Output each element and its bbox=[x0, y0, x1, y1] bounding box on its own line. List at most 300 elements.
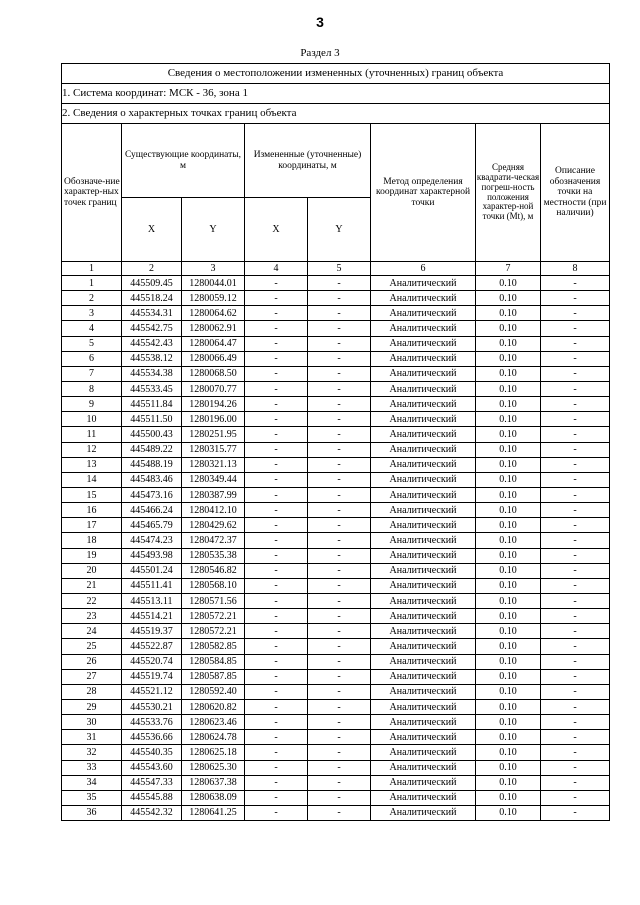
existing-y-cell: 1280194.26 bbox=[182, 397, 245, 412]
changed-y-cell: - bbox=[308, 609, 371, 624]
description-cell: - bbox=[541, 503, 610, 518]
error-cell: 0.10 bbox=[476, 397, 541, 412]
description-cell: - bbox=[541, 730, 610, 745]
method-cell: Аналитический bbox=[371, 699, 476, 714]
existing-x-cell: 445533.76 bbox=[122, 715, 182, 730]
existing-y-cell: 1280068.50 bbox=[182, 366, 245, 381]
error-cell: 0.10 bbox=[476, 684, 541, 699]
changed-x-cell: - bbox=[245, 715, 308, 730]
method-cell: Аналитический bbox=[371, 306, 476, 321]
table-row bbox=[62, 306, 610, 321]
existing-y-cell: 1280387.99 bbox=[182, 487, 245, 502]
method-cell: Аналитический bbox=[371, 291, 476, 306]
point-number-cell: 36 bbox=[62, 805, 122, 820]
table-row bbox=[62, 397, 610, 412]
description-cell: - bbox=[541, 699, 610, 714]
existing-x-cell: 445514.21 bbox=[122, 609, 182, 624]
error-cell: 0.10 bbox=[476, 609, 541, 624]
description-cell: - bbox=[541, 639, 610, 654]
description-cell: - bbox=[541, 276, 610, 291]
point-number-cell: 1 bbox=[62, 276, 122, 291]
method-cell: Аналитический bbox=[371, 533, 476, 548]
existing-y-cell: 1280571.56 bbox=[182, 593, 245, 608]
changed-x-cell: - bbox=[245, 578, 308, 593]
description-cell: - bbox=[541, 518, 610, 533]
description-cell: - bbox=[541, 472, 610, 487]
error-cell: 0.10 bbox=[476, 427, 541, 442]
table-row bbox=[62, 503, 610, 518]
changed-y-cell: - bbox=[308, 639, 371, 654]
changed-y-cell: - bbox=[308, 336, 371, 351]
changed-x-cell: - bbox=[245, 336, 308, 351]
existing-y-cell: 1280572.21 bbox=[182, 624, 245, 639]
point-number-cell: 24 bbox=[62, 624, 122, 639]
changed-x-cell: - bbox=[245, 548, 308, 563]
changed-y-cell: - bbox=[308, 805, 371, 820]
header-designation: Обозначе-ние характер-ных точек границ bbox=[62, 124, 122, 262]
description-cell: - bbox=[541, 533, 610, 548]
description-cell: - bbox=[541, 442, 610, 457]
changed-x-cell: - bbox=[245, 760, 308, 775]
column-number: 3 bbox=[182, 262, 245, 276]
header-changed-x: X bbox=[245, 198, 308, 262]
existing-x-cell: 445534.31 bbox=[122, 306, 182, 321]
changed-y-cell: - bbox=[308, 593, 371, 608]
changed-y-cell: - bbox=[308, 578, 371, 593]
method-cell: Аналитический bbox=[371, 548, 476, 563]
existing-x-cell: 445493.98 bbox=[122, 548, 182, 563]
changed-y-cell: - bbox=[308, 654, 371, 669]
description-cell: - bbox=[541, 745, 610, 760]
existing-y-cell: 1280572.21 bbox=[182, 609, 245, 624]
table-row bbox=[62, 563, 610, 578]
point-number-cell: 5 bbox=[62, 336, 122, 351]
changed-y-cell: - bbox=[308, 487, 371, 502]
table-row bbox=[62, 412, 610, 427]
header-description: Описание обозначения точки на местности (при наличии) bbox=[541, 124, 610, 262]
changed-y-cell: - bbox=[308, 760, 371, 775]
column-number: 2 bbox=[122, 262, 182, 276]
changed-y-cell: - bbox=[308, 472, 371, 487]
error-cell: 0.10 bbox=[476, 563, 541, 578]
method-cell: Аналитический bbox=[371, 609, 476, 624]
error-cell: 0.10 bbox=[476, 578, 541, 593]
table-row bbox=[62, 775, 610, 790]
existing-x-cell: 445540.35 bbox=[122, 745, 182, 760]
method-cell: Аналитический bbox=[371, 457, 476, 472]
column-number: 6 bbox=[371, 262, 476, 276]
point-number-cell: 22 bbox=[62, 593, 122, 608]
description-cell: - bbox=[541, 624, 610, 639]
changed-y-cell: - bbox=[308, 366, 371, 381]
existing-y-cell: 1280568.10 bbox=[182, 578, 245, 593]
point-number-cell: 21 bbox=[62, 578, 122, 593]
changed-x-cell: - bbox=[245, 745, 308, 760]
point-number-cell: 3 bbox=[62, 306, 122, 321]
method-cell: Аналитический bbox=[371, 472, 476, 487]
method-cell: Аналитический bbox=[371, 366, 476, 381]
changed-x-cell: - bbox=[245, 487, 308, 502]
point-number-cell: 30 bbox=[62, 715, 122, 730]
existing-x-cell: 445542.32 bbox=[122, 805, 182, 820]
existing-y-cell: 1280582.85 bbox=[182, 639, 245, 654]
table-row bbox=[62, 336, 610, 351]
existing-x-cell: 445511.41 bbox=[122, 578, 182, 593]
table-row bbox=[62, 381, 610, 396]
description-cell: - bbox=[541, 578, 610, 593]
method-cell: Аналитический bbox=[371, 427, 476, 442]
existing-y-cell: 1280625.30 bbox=[182, 760, 245, 775]
table-row bbox=[62, 442, 610, 457]
changed-x-cell: - bbox=[245, 669, 308, 684]
table-row bbox=[62, 457, 610, 472]
point-number-cell: 12 bbox=[62, 442, 122, 457]
method-cell: Аналитический bbox=[371, 745, 476, 760]
method-cell: Аналитический bbox=[371, 563, 476, 578]
changed-x-cell: - bbox=[245, 366, 308, 381]
existing-x-cell: 445483.46 bbox=[122, 472, 182, 487]
description-cell: - bbox=[541, 563, 610, 578]
column-number: 1 bbox=[62, 262, 122, 276]
changed-x-cell: - bbox=[245, 306, 308, 321]
table-row bbox=[62, 624, 610, 639]
description-cell: - bbox=[541, 715, 610, 730]
existing-y-cell: 1280349.44 bbox=[182, 472, 245, 487]
existing-y-cell: 1280251.95 bbox=[182, 427, 245, 442]
error-cell: 0.10 bbox=[476, 321, 541, 336]
method-cell: Аналитический bbox=[371, 442, 476, 457]
point-number-cell: 27 bbox=[62, 669, 122, 684]
changed-x-cell: - bbox=[245, 805, 308, 820]
changed-y-cell: - bbox=[308, 351, 371, 366]
point-number-cell: 32 bbox=[62, 745, 122, 760]
error-cell: 0.10 bbox=[476, 442, 541, 457]
point-number-cell: 29 bbox=[62, 699, 122, 714]
method-cell: Аналитический bbox=[371, 276, 476, 291]
existing-x-cell: 445545.88 bbox=[122, 790, 182, 805]
table-row bbox=[62, 760, 610, 775]
changed-x-cell: - bbox=[245, 412, 308, 427]
changed-y-cell: - bbox=[308, 775, 371, 790]
existing-y-cell: 1280625.18 bbox=[182, 745, 245, 760]
changed-x-cell: - bbox=[245, 593, 308, 608]
error-cell: 0.10 bbox=[476, 533, 541, 548]
point-number-cell: 26 bbox=[62, 654, 122, 669]
description-cell: - bbox=[541, 321, 610, 336]
method-cell: Аналитический bbox=[371, 624, 476, 639]
existing-y-cell: 1280624.78 bbox=[182, 730, 245, 745]
existing-y-cell: 1280044.01 bbox=[182, 276, 245, 291]
point-number-cell: 11 bbox=[62, 427, 122, 442]
table-row bbox=[62, 745, 610, 760]
header-changed-y: Y bbox=[308, 198, 371, 262]
error-cell: 0.10 bbox=[476, 745, 541, 760]
changed-x-cell: - bbox=[245, 790, 308, 805]
header-method: Метод определения координат характерной точки bbox=[371, 124, 476, 262]
changed-x-cell: - bbox=[245, 472, 308, 487]
header-error: Средняя квадрати-ческая погреш-ность положения характер-ной точки (Mt), м bbox=[476, 124, 541, 262]
point-number-cell: 8 bbox=[62, 381, 122, 396]
changed-x-cell: - bbox=[245, 775, 308, 790]
point-number-cell: 10 bbox=[62, 412, 122, 427]
changed-y-cell: - bbox=[308, 381, 371, 396]
point-number-cell: 35 bbox=[62, 790, 122, 805]
table-row bbox=[62, 609, 610, 624]
table-row bbox=[62, 276, 610, 291]
table-row bbox=[62, 715, 610, 730]
description-cell: - bbox=[541, 487, 610, 502]
existing-y-cell: 1280584.85 bbox=[182, 654, 245, 669]
point-number-cell: 23 bbox=[62, 609, 122, 624]
table-row bbox=[62, 427, 610, 442]
existing-x-cell: 445474.23 bbox=[122, 533, 182, 548]
column-number: 7 bbox=[476, 262, 541, 276]
error-cell: 0.10 bbox=[476, 472, 541, 487]
description-cell: - bbox=[541, 291, 610, 306]
error-cell: 0.10 bbox=[476, 593, 541, 608]
column-number-row bbox=[62, 262, 610, 276]
changed-x-cell: - bbox=[245, 654, 308, 669]
changed-x-cell: - bbox=[245, 397, 308, 412]
existing-x-cell: 445542.43 bbox=[122, 336, 182, 351]
description-cell: - bbox=[541, 381, 610, 396]
method-cell: Аналитический bbox=[371, 381, 476, 396]
description-cell: - bbox=[541, 760, 610, 775]
error-cell: 0.10 bbox=[476, 487, 541, 502]
existing-y-cell: 1280637.38 bbox=[182, 775, 245, 790]
changed-x-cell: - bbox=[245, 351, 308, 366]
existing-x-cell: 445547.33 bbox=[122, 775, 182, 790]
method-cell: Аналитический bbox=[371, 397, 476, 412]
existing-y-cell: 1280592.40 bbox=[182, 684, 245, 699]
description-cell: - bbox=[541, 548, 610, 563]
header-existing-y: Y bbox=[182, 198, 245, 262]
table-row bbox=[62, 684, 610, 699]
changed-y-cell: - bbox=[308, 699, 371, 714]
method-cell: Аналитический bbox=[371, 715, 476, 730]
changed-y-cell: - bbox=[308, 790, 371, 805]
changed-x-cell: - bbox=[245, 442, 308, 457]
existing-y-cell: 1280546.82 bbox=[182, 563, 245, 578]
changed-y-cell: - bbox=[308, 321, 371, 336]
description-cell: - bbox=[541, 654, 610, 669]
point-number-cell: 20 bbox=[62, 563, 122, 578]
existing-x-cell: 445534.38 bbox=[122, 366, 182, 381]
existing-y-cell: 1280623.46 bbox=[182, 715, 245, 730]
existing-x-cell: 445511.50 bbox=[122, 412, 182, 427]
error-cell: 0.10 bbox=[476, 336, 541, 351]
existing-x-cell: 445488.19 bbox=[122, 457, 182, 472]
existing-y-cell: 1280641.25 bbox=[182, 805, 245, 820]
error-cell: 0.10 bbox=[476, 276, 541, 291]
existing-y-cell: 1280638.09 bbox=[182, 790, 245, 805]
changed-x-cell: - bbox=[245, 321, 308, 336]
column-number: 8 bbox=[541, 262, 610, 276]
description-cell: - bbox=[541, 684, 610, 699]
changed-x-cell: - bbox=[245, 518, 308, 533]
changed-y-cell: - bbox=[308, 518, 371, 533]
changed-y-cell: - bbox=[308, 442, 371, 457]
error-cell: 0.10 bbox=[476, 291, 541, 306]
changed-y-cell: - bbox=[308, 503, 371, 518]
point-number-cell: 4 bbox=[62, 321, 122, 336]
page-number: 3 bbox=[316, 14, 324, 30]
changed-x-cell: - bbox=[245, 563, 308, 578]
table-title: Сведения о местоположении измененных (уточненных) границ объекта bbox=[62, 64, 610, 84]
changed-y-cell: - bbox=[308, 684, 371, 699]
error-cell: 0.10 bbox=[476, 306, 541, 321]
point-number-cell: 17 bbox=[62, 518, 122, 533]
existing-y-cell: 1280315.77 bbox=[182, 442, 245, 457]
existing-y-cell: 1280064.47 bbox=[182, 336, 245, 351]
description-cell: - bbox=[541, 775, 610, 790]
error-cell: 0.10 bbox=[476, 654, 541, 669]
point-number-cell: 18 bbox=[62, 533, 122, 548]
error-cell: 0.10 bbox=[476, 518, 541, 533]
method-cell: Аналитический bbox=[371, 321, 476, 336]
method-cell: Аналитический bbox=[371, 730, 476, 745]
existing-x-cell: 445530.21 bbox=[122, 699, 182, 714]
changed-y-cell: - bbox=[308, 397, 371, 412]
table-row bbox=[62, 805, 610, 820]
table-row bbox=[62, 593, 610, 608]
existing-y-cell: 1280587.85 bbox=[182, 669, 245, 684]
changed-x-cell: - bbox=[245, 291, 308, 306]
changed-x-cell: - bbox=[245, 457, 308, 472]
method-cell: Аналитический bbox=[371, 639, 476, 654]
column-number: 4 bbox=[245, 262, 308, 276]
existing-x-cell: 445466.24 bbox=[122, 503, 182, 518]
method-cell: Аналитический bbox=[371, 775, 476, 790]
description-cell: - bbox=[541, 805, 610, 820]
error-cell: 0.10 bbox=[476, 366, 541, 381]
point-number-cell: 31 bbox=[62, 730, 122, 745]
changed-y-cell: - bbox=[308, 533, 371, 548]
changed-y-cell: - bbox=[308, 730, 371, 745]
header-existing-x: X bbox=[122, 198, 182, 262]
changed-x-cell: - bbox=[245, 609, 308, 624]
existing-y-cell: 1280066.49 bbox=[182, 351, 245, 366]
existing-x-cell: 445521.12 bbox=[122, 684, 182, 699]
table-row bbox=[62, 291, 610, 306]
description-cell: - bbox=[541, 609, 610, 624]
changed-x-cell: - bbox=[245, 624, 308, 639]
point-number-cell: 33 bbox=[62, 760, 122, 775]
changed-x-cell: - bbox=[245, 427, 308, 442]
existing-x-cell: 445520.74 bbox=[122, 654, 182, 669]
existing-x-cell: 445542.75 bbox=[122, 321, 182, 336]
point-number-cell: 6 bbox=[62, 351, 122, 366]
existing-x-cell: 445501.24 bbox=[122, 563, 182, 578]
changed-y-cell: - bbox=[308, 306, 371, 321]
changed-y-cell: - bbox=[308, 624, 371, 639]
table-row bbox=[62, 487, 610, 502]
existing-x-cell: 445538.12 bbox=[122, 351, 182, 366]
existing-y-cell: 1280062.91 bbox=[182, 321, 245, 336]
table-row bbox=[62, 472, 610, 487]
existing-y-cell: 1280412.10 bbox=[182, 503, 245, 518]
boundary-points-table bbox=[61, 63, 610, 821]
changed-x-cell: - bbox=[245, 684, 308, 699]
method-cell: Аналитический bbox=[371, 518, 476, 533]
existing-y-cell: 1280472.37 bbox=[182, 533, 245, 548]
table-row bbox=[62, 533, 610, 548]
error-cell: 0.10 bbox=[476, 412, 541, 427]
changed-y-cell: - bbox=[308, 715, 371, 730]
table-row bbox=[62, 699, 610, 714]
points-section-heading: 2. Сведения о характерных точках границ объекта bbox=[62, 104, 610, 124]
method-cell: Аналитический bbox=[371, 760, 476, 775]
existing-x-cell: 445533.45 bbox=[122, 381, 182, 396]
existing-x-cell: 445519.74 bbox=[122, 669, 182, 684]
existing-x-cell: 445465.79 bbox=[122, 518, 182, 533]
existing-y-cell: 1280196.00 bbox=[182, 412, 245, 427]
description-cell: - bbox=[541, 397, 610, 412]
header-existing-coords: Существующие координаты, м bbox=[122, 124, 245, 198]
changed-y-cell: - bbox=[308, 457, 371, 472]
error-cell: 0.10 bbox=[476, 639, 541, 654]
error-cell: 0.10 bbox=[476, 730, 541, 745]
existing-x-cell: 445519.37 bbox=[122, 624, 182, 639]
existing-x-cell: 445489.22 bbox=[122, 442, 182, 457]
point-number-cell: 34 bbox=[62, 775, 122, 790]
changed-y-cell: - bbox=[308, 669, 371, 684]
error-cell: 0.10 bbox=[476, 624, 541, 639]
existing-y-cell: 1280535.38 bbox=[182, 548, 245, 563]
table-row bbox=[62, 790, 610, 805]
existing-x-cell: 445473.16 bbox=[122, 487, 182, 502]
method-cell: Аналитический bbox=[371, 654, 476, 669]
description-cell: - bbox=[541, 336, 610, 351]
error-cell: 0.10 bbox=[476, 775, 541, 790]
existing-x-cell: 445536.66 bbox=[122, 730, 182, 745]
table-row bbox=[62, 321, 610, 336]
error-cell: 0.10 bbox=[476, 351, 541, 366]
existing-y-cell: 1280064.62 bbox=[182, 306, 245, 321]
existing-x-cell: 445500.43 bbox=[122, 427, 182, 442]
point-number-cell: 7 bbox=[62, 366, 122, 381]
changed-y-cell: - bbox=[308, 427, 371, 442]
table-row bbox=[62, 548, 610, 563]
description-cell: - bbox=[541, 412, 610, 427]
method-cell: Аналитический bbox=[371, 487, 476, 502]
changed-x-cell: - bbox=[245, 276, 308, 291]
point-number-cell: 19 bbox=[62, 548, 122, 563]
changed-y-cell: - bbox=[308, 291, 371, 306]
description-cell: - bbox=[541, 427, 610, 442]
table-row bbox=[62, 654, 610, 669]
changed-x-cell: - bbox=[245, 730, 308, 745]
description-cell: - bbox=[541, 351, 610, 366]
coordinate-system: 1. Система координат: МСК - 36, зона 1 bbox=[62, 84, 610, 104]
error-cell: 0.10 bbox=[476, 503, 541, 518]
changed-y-cell: - bbox=[308, 563, 371, 578]
changed-x-cell: - bbox=[245, 699, 308, 714]
table-row bbox=[62, 366, 610, 381]
changed-y-cell: - bbox=[308, 745, 371, 760]
existing-x-cell: 445509.45 bbox=[122, 276, 182, 291]
method-cell: Аналитический bbox=[371, 336, 476, 351]
method-cell: Аналитический bbox=[371, 790, 476, 805]
method-cell: Аналитический bbox=[371, 503, 476, 518]
point-number-cell: 25 bbox=[62, 639, 122, 654]
table-row bbox=[62, 351, 610, 366]
table-row bbox=[62, 578, 610, 593]
point-number-cell: 28 bbox=[62, 684, 122, 699]
description-cell: - bbox=[541, 669, 610, 684]
method-cell: Аналитический bbox=[371, 805, 476, 820]
point-number-cell: 14 bbox=[62, 472, 122, 487]
